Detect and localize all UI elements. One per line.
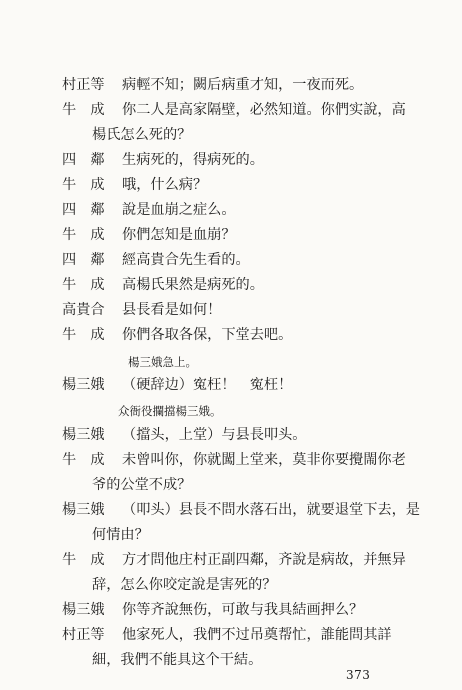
stage-direction: 众衙役攔擋楊三娥。 [118,404,222,418]
dialogue-text: 县長看是如何！ [122,302,222,318]
dialogue-text: 病輕不知；闕后病重才知，一夜而死。 [122,77,364,93]
dialogue-text: 哦，什么病？ [122,177,208,193]
dialogue-continuation: 細，我們不能具这个干結。 [92,652,263,668]
speaker-name: 村正等 [62,77,105,93]
speaker-name: 牛 成 [62,552,105,568]
page-number: 373 [346,668,371,682]
speaker-name: 牛 成 [62,177,105,193]
dialogue-continuation: 何情由？ [92,527,149,543]
dialogue-text: 生病死的，得病死的。 [122,152,264,168]
dialogue-text: 說是血崩之症么。 [122,202,236,218]
dialogue-text: 你們各取各保，下堂去吧。 [122,327,293,343]
dialogue-text: 你等齐說無伤，可敢与我具結画押么？ [122,602,364,618]
speaker-name: 高貴合 [62,302,105,318]
dialogue-continuation: 楊氏怎么死的？ [92,127,192,143]
speaker-name: 村正等 [62,627,105,643]
dialogue-text: （硬辞边）寃枉！ 寃枉！ [122,377,293,393]
speaker-name: 楊三娥 [62,502,105,518]
speaker-name: 楊三娥 [62,427,105,443]
speaker-name: 四 鄰 [62,252,105,268]
speaker-name: 牛 成 [62,102,105,118]
speaker-name: 楊三娥 [62,377,105,393]
speaker-name: 牛 成 [62,277,105,293]
dialogue-text: 你二人是高家隔壁，必然知道。你們实說，高 [122,102,406,118]
stage-direction: 楊三娥急上。 [128,355,197,369]
dialogue-text: 經高貴合先生看的。 [122,252,250,268]
dialogue-continuation: 辞，怎么你咬定說是害死的？ [92,577,277,593]
dialogue-text: 你們怎知是血崩？ [122,227,236,243]
speaker-name: 四 鄰 [62,152,105,168]
dialogue-text: 未曾叫你，你就闖上堂来，莫非你要攪閙你老 [122,452,406,468]
dialogue-text: 他家死人，我們不过吊奠帮忙，誰能問其詳 [122,627,392,643]
speaker-name: 牛 成 [62,227,105,243]
dialogue-continuation: 爷的公堂不成？ [92,477,192,493]
dialogue-text: 高楊氏果然是病死的。 [122,277,264,293]
dialogue-text: （擋头，上堂）与县長叩头。 [122,427,307,443]
speaker-name: 四 鄰 [62,202,105,218]
speaker-name: 牛 成 [62,327,105,343]
speaker-name: 楊三娥 [62,602,105,618]
dialogue-text: 方才問他庄村正副四鄰，齐說是病故，并無异 [122,552,406,568]
dialogue-text: （叩头）县長不問水落石出，就要退堂下去，是 [122,502,420,518]
speaker-name: 牛 成 [62,452,105,468]
